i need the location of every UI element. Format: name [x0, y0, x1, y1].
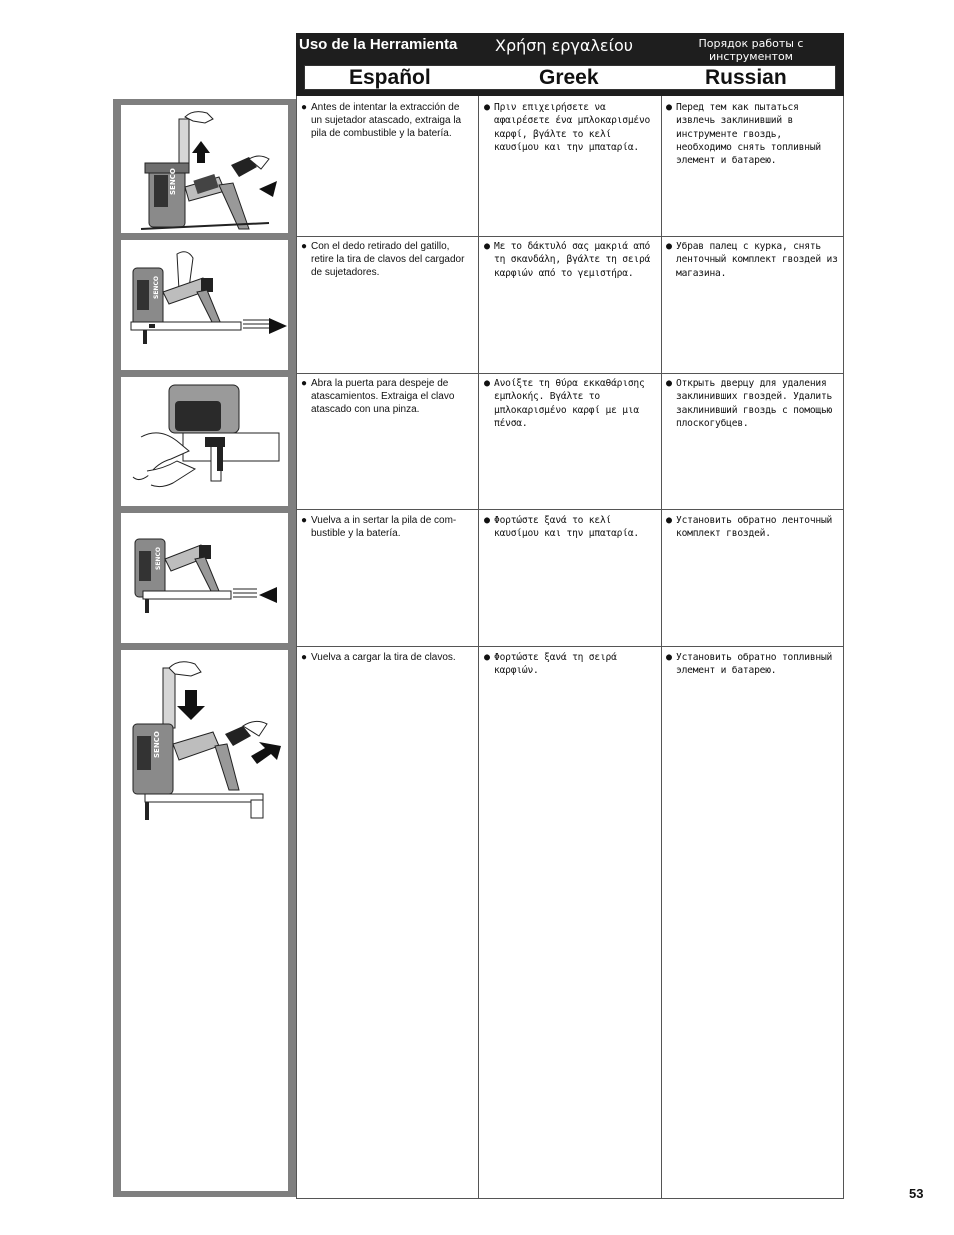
- step-1-gr: ● Πριν επιχειρήσετε να αφαιρέσετε ένα μπλοκαρισμένο καρφί, βγάλτε το κελί καυσίμου και την μπαταρία.: [484, 102, 651, 153]
- language-label-es: Español: [349, 66, 431, 89]
- bullet-icon: ●: [484, 241, 490, 252]
- nailer-drawing-4: [121, 513, 288, 643]
- page-number: 53: [909, 1186, 924, 1201]
- nailer-drawing-2: [121, 240, 288, 370]
- bullet-icon: ●: [484, 378, 490, 389]
- tool-use-title-ru: [676, 37, 826, 67]
- bullet-icon: ●: [666, 378, 672, 389]
- brand-label-5: SENCO: [153, 731, 161, 758]
- nailer-drawing-3: [121, 377, 288, 506]
- nailer-drawing-5: [121, 650, 288, 830]
- illustration-panel: [113, 99, 296, 1197]
- bullet-icon: ●: [666, 102, 672, 113]
- step-4-es: ● Vuelva a in sertar la pila de com-bustible y la batería.: [301, 515, 457, 539]
- bullet-icon: ●: [484, 515, 490, 526]
- brand-label-4: SENCO: [155, 547, 162, 570]
- nailer-drawing-1: [121, 105, 288, 233]
- illustration-reload-fuel-cell: [121, 650, 288, 1191]
- column-divider: [296, 96, 297, 1199]
- row-divider: [296, 509, 844, 510]
- brand-label-1: SENCO: [169, 168, 177, 195]
- illustration-remove-nail-strip: [121, 240, 288, 370]
- column-divider: [478, 96, 479, 1199]
- language-label-gr: Greek: [539, 66, 599, 89]
- step-3-gr: ● Ανοίξτε τη θύρα εκκαθάρισης εμπλοκής. Βγάλτε το μπλοκαρισμένο καρφί με μια πένσα.: [484, 378, 645, 429]
- column-divider: [661, 96, 662, 1199]
- step-5-ru: ● Установить обратно топливный элемент и батарею.: [666, 652, 833, 677]
- step-5-gr: ● Φορτώστε ξανά τη σειρά καρφιών.: [484, 652, 617, 677]
- row-divider: [296, 373, 844, 374]
- bullet-icon: ●: [301, 652, 308, 663]
- brand-label-2: SENCO: [153, 276, 160, 299]
- step-3-es: ● Abra la puerta para despeje de atascamientos. Extraiga el clavo atascado con una pinza.: [301, 378, 455, 415]
- illustration-reinsert-strip: [121, 513, 288, 643]
- tool-use-title-gr: Χρήση εργαλείου: [495, 36, 634, 55]
- illustration-open-jam-door: [121, 377, 288, 506]
- row-divider: [296, 236, 844, 237]
- step-1-es: ● Antes de intentar la extracción de un sujetador atascado, extraiga la pila de combustible y la batería.: [301, 102, 462, 139]
- bullet-icon: ●: [484, 102, 490, 113]
- bullet-icon: ●: [301, 241, 308, 252]
- tool-use-title-es: Uso de la Herramienta: [299, 36, 458, 53]
- language-label-ru: Russian: [705, 66, 787, 89]
- bullet-icon: ●: [666, 241, 672, 252]
- step-4-gr: ● Φορτώστε ξανά το κελί καυσίμου και την μπαταρία.: [484, 515, 639, 540]
- bullet-icon: ●: [484, 652, 490, 663]
- step-1-ru: ● Перед тем как пытаться извлечь заклинивший в инструменте гвоздь, необходимо снять топливный элемент и батарею.: [666, 102, 821, 167]
- bullet-icon: ●: [301, 378, 308, 389]
- language-row: [304, 65, 836, 90]
- step-2-ru: ● Убрав палец с курка, снять ленточный комплект гвоздей из магазина.: [666, 241, 838, 279]
- bullet-icon: ●: [666, 515, 672, 526]
- step-2-gr: ● Με το δάκτυλό σας μακριά από τη σκανδάλη, βγάλτε τη σειρά καρφιών από το γεμιστήρα.: [484, 241, 651, 279]
- bullet-icon: ●: [301, 102, 308, 113]
- illustration-remove-fuel-cell: [121, 105, 288, 233]
- tool-use-title-ru-text: Порядок работы с инструментом: [698, 37, 804, 63]
- step-3-ru: ● Открыть дверцу для удаления заклинивших гвоздей. Удалить заклинивший гвоздь с помощью плоскогубцев.: [666, 378, 833, 429]
- step-5-es: ● Vuelva a cargar la tira de clavos.: [301, 652, 456, 663]
- row-divider: [296, 646, 844, 647]
- column-divider: [843, 96, 844, 1199]
- header-bar: [296, 33, 844, 96]
- bullet-icon: ●: [666, 652, 672, 663]
- step-4-ru: ● Установить обратно ленточный комплект гвоздей.: [666, 515, 833, 540]
- step-2-es: ● Con el dedo retirado del gatillo, retire la tira de clavos del cargador de sujetadores.: [301, 241, 465, 278]
- instruction-table: [296, 96, 844, 1199]
- bullet-icon: ●: [301, 515, 308, 526]
